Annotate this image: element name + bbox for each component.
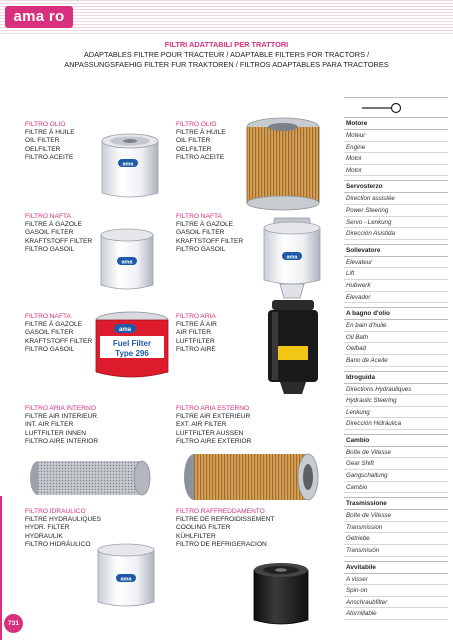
sidebar-item: En bain d'huile	[344, 320, 448, 332]
product-line: FILTRE DE REFROIDISSEMENT	[176, 516, 275, 524]
sidebar-section-trasmissione: Trasmissione	[344, 497, 448, 510]
page-subtitle-1: ADAPTABLES FILTRE POUR TRACTEUR / ADAPTABLE FILTERS FOR TRACTORS /	[83, 50, 370, 59]
sidebar-item: Transmisión	[344, 545, 448, 557]
product-inner-air-filter	[25, 405, 98, 446]
sidebar-section-cambio: Cambio	[344, 434, 448, 447]
product-line: GASOIL FILTER	[176, 229, 225, 237]
sidebar-item: Oil Bath	[344, 332, 448, 344]
product-oil-filter-2	[176, 121, 226, 162]
sidebar-item: Cambio	[344, 482, 448, 494]
product-line: FILTRO AIRE EXTERIOR	[176, 437, 252, 445]
page-title: FILTRI ADATTABILI PER TRATTORI	[164, 40, 289, 49]
product-line: OELFILTER	[176, 145, 212, 153]
product-line: FILTRE HYDRAULIQUES	[25, 516, 102, 524]
ama-label: ama	[120, 576, 132, 583]
sidebar-section-servosterzo: Servosterzo	[344, 180, 448, 193]
product-line: FILTRE AIR INTERIEUR	[25, 413, 98, 421]
sidebar-item: Oelbad	[344, 343, 448, 355]
product-line: FILTRO AIRE	[176, 345, 216, 353]
product-line: FILTRO AIRE INTERIOR	[25, 437, 99, 445]
sidebar-item: Hubwerk	[344, 280, 448, 292]
hydraulic-filter-image	[92, 540, 160, 612]
product-line: FILTRE À HUILE	[176, 129, 226, 137]
product-line: FILTRE À HUILE	[25, 129, 75, 137]
cooling-filter-image	[248, 558, 314, 632]
product-line: GASOIL FILTER	[25, 229, 74, 237]
fuel-filter-type-text: Type 296	[115, 349, 149, 358]
product-line: FILTRO ACEITE	[25, 153, 74, 161]
product-line: FILTRO GASOIL	[176, 245, 226, 253]
spin-on-oil-filter-image	[94, 127, 166, 203]
product-line: LUFTFILTER	[176, 337, 215, 345]
sidebar-item: Gear Shift	[344, 458, 448, 470]
sidebar-item: Directions Hydrauliques	[344, 384, 448, 396]
sidebar-item: Direction assistée	[344, 193, 448, 205]
product-line: HYDR. FILTER	[25, 524, 70, 532]
product-outer-air-filter	[176, 405, 251, 446]
product-line: FILTRO HIDRÁULICO	[25, 540, 91, 548]
inner-air-filter-image	[28, 458, 154, 498]
sidebar-item: Lenkung	[344, 407, 448, 419]
page-edge-accent	[0, 496, 2, 640]
application-sidebar	[344, 97, 448, 117]
sidebar-item: Motor	[344, 153, 448, 165]
product-hydraulic-filter	[25, 508, 101, 549]
sidebar-item: Boîte de Vitesse	[344, 510, 448, 522]
sidebar-item: Dirección Asistida	[344, 228, 448, 240]
ama-label: ama	[286, 254, 298, 261]
fuel-filter-text: Fuel Filter	[112, 339, 152, 348]
product-line: KÜHLFILTER	[176, 532, 216, 540]
wrench-icon	[362, 102, 402, 114]
product-heading: FILTRO NAFTA	[25, 313, 71, 320]
sidebar-section-avvitabile: Avvitabile	[344, 561, 448, 574]
sidebar-item: Engine	[344, 142, 448, 154]
sidebar-section-bagno-olio: A bagno d'olio	[344, 307, 448, 320]
product-line: FILTRE AIR EXTERIEUR	[176, 413, 251, 421]
product-air-filter	[176, 313, 217, 354]
sidebar-item: Spin-on	[344, 585, 448, 597]
sidebar-item: A visser	[344, 574, 448, 586]
product-cooling-filter	[176, 508, 274, 549]
product-line: FILTRE À GAZOLE	[25, 221, 83, 229]
product-line: LUFTFILTER AUSSEN	[176, 429, 244, 437]
product-line: FILTRO GASOIL	[25, 345, 75, 353]
sidebar-item: Hydraulic Steering	[344, 395, 448, 407]
sidebar-item: Lift	[344, 268, 448, 280]
product-line: FILTRE À GAZOLE	[25, 321, 83, 329]
product-line: FILTRO GASOIL	[25, 245, 75, 253]
product-oil-filter-1	[25, 121, 75, 162]
product-heading: FILTRO OLIO	[25, 121, 66, 128]
sidebar-item: Moteur	[344, 130, 448, 142]
sidebar-item: Bano de Aceite	[344, 355, 448, 367]
ama-label: ama	[121, 259, 133, 266]
fuel-filter-image-1	[95, 225, 159, 295]
product-line: OELFILTER	[25, 145, 61, 153]
product-line: HYDRAULIK	[25, 532, 63, 540]
sidebar-item: Atornillable	[344, 608, 448, 620]
sidebar-item: Gangschaltung	[344, 470, 448, 482]
product-line: KRAFTSTOFF FILTER	[25, 237, 93, 245]
sidebar-item: Servo - Lenkung	[344, 217, 448, 229]
page-number: 731	[4, 614, 23, 633]
product-line: LUFTFILTER INNEN	[25, 429, 87, 437]
ama-label: ama	[118, 327, 132, 333]
product-line: OIL FILTER	[25, 137, 60, 145]
product-heading: FILTRO NAFTA	[25, 213, 71, 220]
page-subtitle-2: ANPASSUNGSFAEHIG FILTER FUR TRAKTOREN / FILTROS ADAPTABLES PARA TRACTORES	[64, 60, 389, 69]
sidebar-item: Power Steering	[344, 205, 448, 217]
sidebar-header	[344, 97, 448, 117]
sidebar-item: Transmission	[344, 522, 448, 534]
product-line: COOLING FILTER	[176, 524, 231, 532]
product-line: KRAFTSTOFF FILTER	[176, 237, 244, 245]
sidebar-item: Anschraubfilter	[344, 597, 448, 609]
product-heading: FILTRO OLIO	[176, 121, 217, 128]
product-line: AIR FILTER	[176, 329, 212, 337]
sidebar-section-sollevatore: Sollevatore	[344, 244, 448, 257]
sidebar-item: Getriebe	[344, 533, 448, 545]
product-fuel-filter-3	[25, 313, 92, 354]
air-filter-image	[262, 298, 324, 398]
oil-filter-cartridge-image	[240, 115, 326, 215]
product-heading: FILTRO IDRAULICO	[25, 508, 86, 515]
product-line: INT. AIR FILTER	[25, 421, 74, 429]
sidebar-section-idroguida: Idroguida	[344, 371, 448, 384]
product-line: KRAFTSTOFF FILTER	[25, 337, 93, 345]
product-fuel-filter-1	[25, 213, 92, 254]
product-line: FILTRO DE REFRIGERACION	[176, 540, 267, 548]
product-line: FILTRO ACEITE	[176, 153, 225, 161]
ama-label: ama	[122, 161, 134, 168]
product-heading: FILTRO ARIA ESTERNO	[176, 405, 250, 412]
fuel-filter-can-image	[92, 310, 172, 386]
sidebar-section-motore: Motore	[344, 117, 448, 130]
outer-air-filter-image	[182, 450, 322, 504]
product-heading: FILTRO ARIA INTERNO	[25, 405, 96, 412]
product-line: OIL FILTER	[176, 137, 211, 145]
product-line: EXT. AIR FILTER	[176, 421, 227, 429]
sidebar-item: Dirección Hidráulica	[344, 418, 448, 430]
sidebar-item: Boîte de Vitesse	[344, 447, 448, 459]
fuel-filter-image-2	[256, 216, 330, 302]
sidebar-list	[344, 117, 448, 620]
product-line: FILTRE À GAZOLE	[176, 221, 234, 229]
sidebar-item: Elevador	[344, 292, 448, 304]
product-fuel-filter-2	[176, 213, 243, 254]
product-line: GASOIL FILTER	[25, 329, 74, 337]
sidebar-item: Elevateur	[344, 257, 448, 269]
product-heading: FILTRO RAFFREDDAMENTO	[176, 508, 265, 515]
product-heading: FILTRO ARIA	[176, 313, 216, 320]
sidebar-item: Motor	[344, 165, 448, 177]
brand-logo: ama ro	[5, 6, 73, 28]
product-line: FILTRE À AIR	[176, 321, 217, 329]
product-heading: FILTRO NAFTA	[176, 213, 222, 220]
